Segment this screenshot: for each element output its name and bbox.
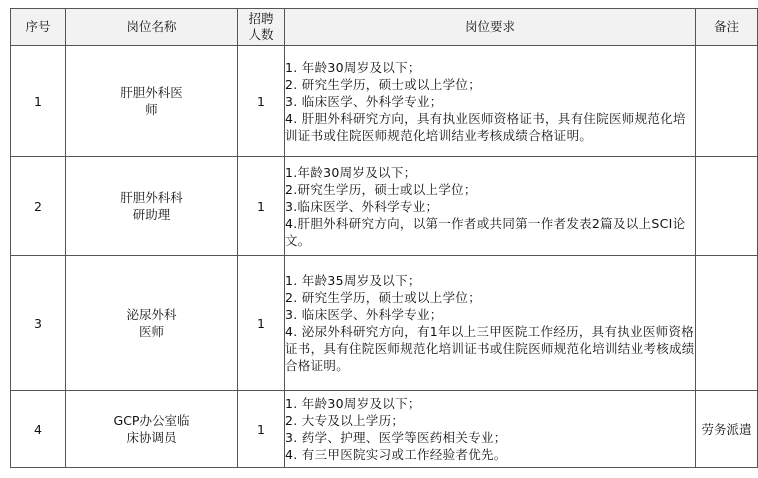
requirement-item: 3.临床医学、外科学专业；: [285, 198, 439, 214]
job-requirements-table: [10, 8, 758, 468]
position-name-text: 泌尿外科医师: [126, 307, 177, 339]
position-name-text: 肝胆外科医师: [120, 85, 183, 117]
row-position-name: [66, 391, 238, 468]
row-headcount: 1: [238, 256, 285, 391]
row-no: 2: [11, 157, 66, 256]
row-note: [696, 46, 758, 157]
position-name-text: 肝胆外科科研助理: [120, 190, 183, 222]
requirement-item: 2. 研究生学历，硕士或以上学位；: [285, 290, 482, 305]
row-requirements: [285, 256, 696, 391]
row-position-name: [66, 256, 238, 391]
row-no: 4: [11, 391, 66, 468]
requirement-item: 3. 临床医学、外科学专业；: [285, 93, 443, 109]
header-no: 序号: [11, 9, 66, 46]
requirement-item: 1. 年龄35周岁及以下；: [285, 273, 421, 288]
row-requirements: [285, 391, 696, 468]
table-row: [11, 157, 758, 256]
requirement-item: 4. 肝胆外科研究方向，具有执业医师资格证书，具有住院医师规范化培训证书或住院医师规范化培训结业考核成绩合格证明。: [285, 110, 686, 143]
requirement-item: 4. 有三甲医院实习或工作经验者优先。: [285, 447, 507, 462]
row-note: [696, 256, 758, 391]
table-header-row: [11, 9, 758, 46]
requirement-item: 2. 研究生学历，硕士或以上学位；: [285, 76, 482, 92]
row-headcount: 1: [238, 46, 285, 157]
note-text: 劳务派遣: [701, 421, 752, 437]
row-headcount: 1: [238, 157, 285, 256]
table-row: [11, 46, 758, 157]
header-note: 备注: [696, 9, 758, 46]
table-row: [11, 391, 758, 468]
row-position-name: [66, 46, 238, 157]
position-name-text: GCP办公室临床协调员: [113, 413, 190, 445]
requirement-item: 2.研究生学历，硕士或以上学位；: [285, 181, 477, 197]
row-requirements: [285, 46, 696, 157]
requirement-item: 1. 年龄30周岁及以下；: [285, 59, 421, 75]
header-requirements: 岗位要求: [285, 9, 696, 46]
row-note: [696, 391, 758, 468]
requirement-item: 2. 大专及以上学历；: [285, 413, 405, 428]
row-headcount: 1: [238, 391, 285, 468]
requirement-item: 3. 临床医学、外科学专业；: [285, 307, 443, 322]
requirement-item: 4.肝胆外科研究方向，以第一作者或共同第一作者发表2篇及以上SCI论文。: [285, 215, 686, 248]
requirement-item: 1.年龄30周岁及以下；: [285, 164, 417, 180]
row-no: 1: [11, 46, 66, 157]
requirement-item: 1. 年龄30周岁及以下；: [285, 396, 421, 411]
header-position-name: 岗位名称: [66, 9, 238, 46]
header-headcount-label: 招聘人数: [248, 11, 274, 42]
requirement-item: 3. 药学、护理、医学等医药相关专业；: [285, 430, 507, 445]
row-requirements: [285, 157, 696, 256]
requirement-item: 4. 泌尿外科研究方向，有1年以上三甲医院工作经历，具有执业医师资格证书，具有住院医师规范化培训证书或住院医师规范化培训结业考核成绩合格证明。: [285, 324, 695, 373]
row-no: 3: [11, 256, 66, 391]
row-position-name: [66, 157, 238, 256]
row-note: [696, 157, 758, 256]
table-row: [11, 256, 758, 391]
header-headcount: [238, 9, 285, 46]
